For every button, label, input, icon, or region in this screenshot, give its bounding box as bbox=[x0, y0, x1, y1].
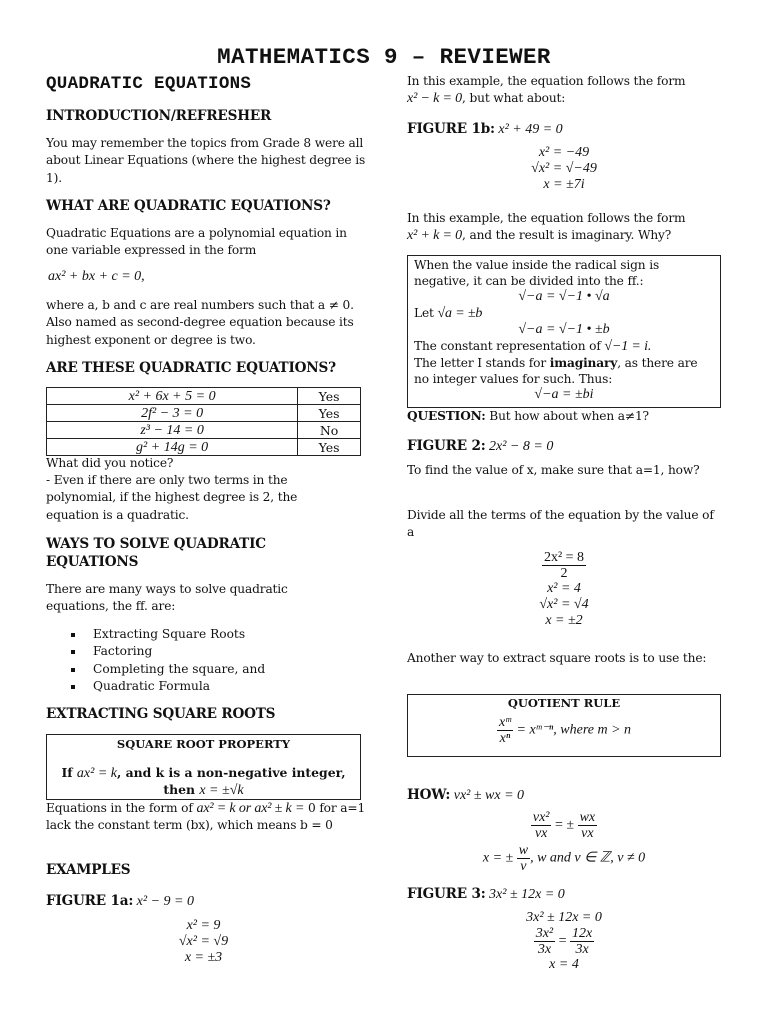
text: , as there are no integer values for such. Thus: bbox=[414, 356, 698, 386]
are-these-heading: ARE THESE QUADRATIC EQUATIONS? bbox=[46, 360, 336, 376]
box-line-2 bbox=[47, 782, 360, 799]
numerator: 3x² bbox=[535, 926, 554, 941]
numerator: 2x² = 8 bbox=[543, 550, 585, 565]
step-text: 3x² ± 12x = 0 bbox=[526, 910, 602, 925]
what-are-body: Quadratic Equations are a polynomial equation in one variable expressed in the form bbox=[46, 226, 347, 258]
step-text: x = ±3 bbox=[184, 950, 223, 965]
equation-text: √−a = ±bi bbox=[534, 387, 594, 402]
numerator: xᵐ bbox=[498, 715, 511, 730]
para-text: In this example, the equation follows the form bbox=[407, 74, 686, 88]
table-cell-answer: Yes bbox=[298, 405, 361, 422]
para-text: , but what about: bbox=[462, 91, 566, 106]
math: √a = ±b bbox=[437, 306, 483, 321]
figure-2-steps bbox=[407, 550, 721, 629]
what-are-body-2: where a, b and c are real numbers such that a ≠ 0. Also named as second-degree equation because its highest exponent or degree is two. bbox=[46, 298, 354, 347]
text: The letter I stands for bbox=[414, 356, 550, 370]
intro-body: You may remember the topics from Grade 8 were all about Linear Equations (where the highest degree is 1). bbox=[46, 136, 366, 185]
para-text: , and the result is imaginary. Why? bbox=[462, 228, 672, 243]
table-cell-answer: Yes bbox=[298, 439, 361, 456]
right-para-1 bbox=[407, 73, 727, 108]
examples-heading: EXAMPLES bbox=[46, 862, 131, 878]
table-row bbox=[47, 388, 361, 405]
how-steps bbox=[407, 810, 721, 874]
step-text: x² = 9 bbox=[186, 918, 221, 933]
figure-label: FIGURE 2: bbox=[407, 438, 486, 454]
math: √−1 = i. bbox=[604, 339, 652, 354]
extracting-body bbox=[46, 800, 366, 835]
box-text bbox=[414, 305, 714, 322]
step-text: , w and v ∈ ℤ, v ≠ 0 bbox=[530, 850, 646, 866]
question-text: But how about when a≠1? bbox=[485, 409, 649, 423]
box-equation bbox=[414, 322, 714, 338]
numerator: w bbox=[518, 843, 529, 858]
fraction bbox=[570, 926, 594, 957]
equation-text: √−a = √−1 • √a bbox=[518, 289, 610, 304]
list-item: Quadratic Formula bbox=[46, 678, 265, 695]
figure-3 bbox=[407, 883, 565, 903]
box-title: QUOTIENT RULE bbox=[507, 696, 621, 710]
figure-label: FIGURE 1b: bbox=[407, 121, 495, 137]
equation-text: √−a = √−1 • ±b bbox=[518, 322, 610, 337]
box-text bbox=[414, 338, 714, 355]
box-text: , and k is a non-negative integer, bbox=[117, 765, 346, 780]
step bbox=[407, 145, 721, 161]
figure-2 bbox=[407, 435, 553, 455]
fraction bbox=[497, 715, 513, 746]
table-cell-equation: 2f² − 3 = 0 bbox=[47, 405, 298, 422]
figure-equation: x² + 49 = 0 bbox=[494, 122, 563, 137]
what-are-heading: WHAT ARE QUADRATIC EQUATIONS? bbox=[46, 198, 331, 214]
box-text: When the value inside the radical sign is negative, it can be divided into the ff.: bbox=[414, 258, 660, 288]
figure-1a-steps bbox=[46, 918, 361, 966]
table-cell-answer: Yes bbox=[298, 388, 361, 405]
numerator: wx bbox=[579, 810, 596, 825]
fraction bbox=[542, 550, 586, 581]
box-line-1 bbox=[47, 765, 360, 782]
step-text: x = ± bbox=[482, 850, 514, 866]
how-line bbox=[407, 784, 524, 804]
fraction bbox=[531, 810, 552, 841]
fraction bbox=[534, 926, 555, 957]
step bbox=[407, 810, 721, 841]
step bbox=[46, 950, 361, 966]
right-para-2 bbox=[407, 210, 727, 245]
table-row bbox=[47, 439, 361, 456]
notice-answer: - Even if there are only two terms in the polynomial, if the highest degree is 2, the equation is a quadratic. bbox=[46, 473, 298, 522]
step-text: x = ±7i bbox=[543, 177, 585, 192]
figure-equation: 3x² ± 12x = 0 bbox=[485, 887, 565, 902]
table-cell-equation: z³ − 14 = 0 bbox=[47, 422, 298, 439]
notice-question: What did you notice? bbox=[46, 456, 174, 470]
step-text: x = 4 bbox=[549, 957, 579, 972]
step bbox=[407, 910, 721, 926]
bold-text: imaginary bbox=[549, 356, 618, 370]
text: Let bbox=[414, 306, 438, 320]
table-cell-equation: x² + 6x + 5 = 0 bbox=[47, 388, 298, 405]
denominator: vx bbox=[581, 826, 594, 841]
question-line bbox=[407, 408, 649, 425]
denominator: vx bbox=[534, 826, 548, 841]
figure-3-steps bbox=[407, 910, 721, 973]
formula-rhs: = xᵐ⁻ⁿ, where m > n bbox=[516, 722, 632, 738]
page-title: MATHEMATICS 9 – REVIEWER bbox=[217, 44, 551, 70]
table-cell-equation: g² + 14g = 0 bbox=[47, 439, 298, 456]
para-text: In this example, the equation follows the form bbox=[407, 211, 686, 225]
denominator: v bbox=[520, 859, 527, 874]
figure-1a bbox=[46, 890, 194, 910]
methods-list bbox=[46, 626, 265, 695]
step-text: x² = 4 bbox=[547, 581, 581, 596]
right-para-3: To find the value of x, make sure that a=1, how? bbox=[407, 463, 700, 477]
box-title: SQUARE ROOT PROPERTY bbox=[116, 737, 291, 751]
table-row bbox=[47, 405, 361, 422]
step-text: √x² = √9 bbox=[178, 934, 229, 949]
step bbox=[407, 177, 721, 193]
radical-explanation-box bbox=[407, 255, 721, 408]
step bbox=[46, 918, 361, 934]
ways-body: There are many ways to solve quadratic equations, the ff. are: bbox=[46, 582, 288, 614]
box-text: If bbox=[61, 765, 77, 780]
step bbox=[407, 957, 721, 973]
table-cell-answer: No bbox=[298, 422, 361, 439]
ways-heading: WAYS TO SOLVE QUADRATIC EQUATIONS bbox=[46, 536, 266, 570]
intro-heading: INTRODUCTION/REFRESHER bbox=[46, 108, 272, 124]
section-title: QUADRATIC EQUATIONS bbox=[46, 74, 252, 94]
how-equation: vx² ± wx = 0 bbox=[450, 788, 525, 803]
box-text bbox=[414, 355, 714, 387]
box-equation bbox=[414, 387, 714, 403]
denominator: 3x bbox=[537, 942, 552, 957]
operator: = bbox=[558, 933, 567, 949]
how-label: HOW: bbox=[407, 787, 451, 803]
body-text: 0 for a=1 lack the constant term (bx), which means b = 0 bbox=[46, 801, 366, 833]
numerator: 12x bbox=[572, 926, 593, 941]
right-para-4: Divide all the terms of the equation by the value of a bbox=[407, 508, 714, 540]
para-math: x² − k = 0 bbox=[407, 91, 463, 107]
figure-label: FIGURE 1a: bbox=[46, 893, 134, 909]
step bbox=[407, 581, 721, 597]
quadratic-check-table bbox=[46, 387, 361, 456]
numerator: vx² bbox=[532, 810, 550, 825]
fraction bbox=[578, 810, 598, 841]
figure-1b bbox=[407, 118, 563, 138]
step bbox=[407, 613, 721, 629]
step-text: √x² = √4 bbox=[539, 597, 589, 612]
list-item: Completing the square, and bbox=[46, 661, 265, 678]
step bbox=[407, 161, 721, 177]
para-math: x² + k = 0 bbox=[407, 228, 463, 244]
figure-1b-steps bbox=[407, 145, 721, 193]
box-equation bbox=[414, 289, 714, 305]
right-para-5: Another way to extract square roots is to use the: bbox=[407, 651, 707, 665]
body-math: ax² = k or ax² ± k = bbox=[196, 801, 305, 816]
figure-equation: 2x² − 8 = 0 bbox=[485, 439, 554, 454]
list-item: Extracting Square Roots bbox=[46, 626, 265, 643]
extracting-heading: EXTRACTING SQUARE ROOTS bbox=[46, 706, 276, 722]
step-text: √x² = √−49 bbox=[531, 161, 597, 176]
list-item: Factoring bbox=[46, 643, 265, 660]
step-text: x² = −49 bbox=[538, 145, 590, 160]
body-text: Equations in the form of bbox=[46, 801, 197, 815]
table-row bbox=[47, 422, 361, 439]
step-text: x = ±2 bbox=[545, 613, 583, 628]
denominator: 3x bbox=[575, 942, 589, 957]
figure-equation: x² − 9 = 0 bbox=[133, 894, 194, 909]
figure-label: FIGURE 3: bbox=[407, 886, 486, 902]
standard-form: ax² + bx + c = 0, bbox=[48, 269, 145, 284]
step bbox=[407, 597, 721, 613]
denominator: xⁿ bbox=[499, 731, 511, 746]
denominator: 2 bbox=[560, 566, 568, 581]
step bbox=[407, 843, 721, 874]
step bbox=[46, 934, 361, 950]
operator: = ± bbox=[554, 817, 575, 833]
fraction bbox=[517, 843, 530, 874]
question-label: QUESTION: bbox=[407, 409, 486, 423]
quotient-formula bbox=[408, 715, 720, 746]
quotient-rule-box bbox=[407, 694, 721, 757]
step bbox=[407, 926, 721, 957]
text: The constant representation of bbox=[414, 339, 605, 353]
box-text: then bbox=[163, 782, 200, 797]
square-root-property-box bbox=[46, 734, 361, 800]
box-math: ax² = k bbox=[76, 766, 117, 781]
box-math: x = ±√k bbox=[199, 783, 244, 798]
